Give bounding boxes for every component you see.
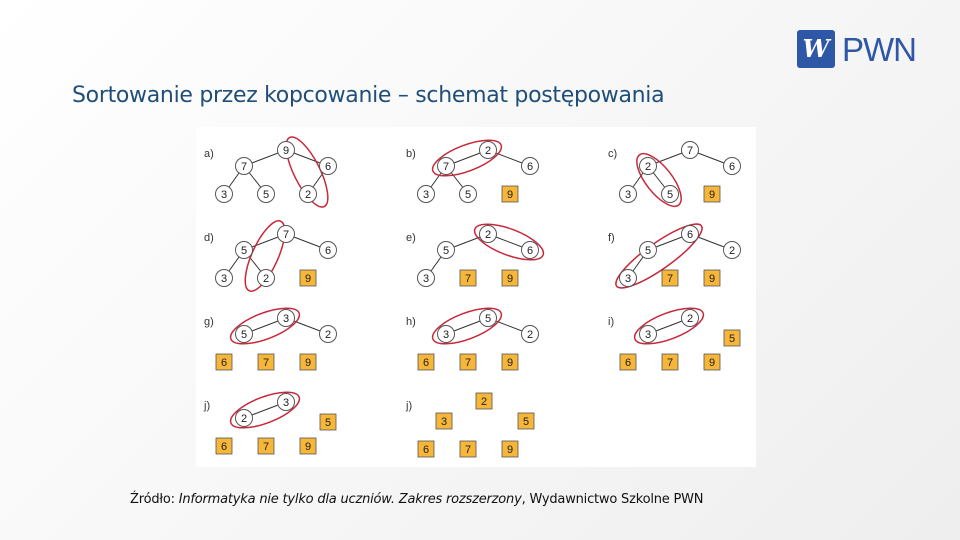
node-value: 9 bbox=[506, 189, 514, 201]
node-value: 6 bbox=[526, 245, 534, 257]
node-value: 2 bbox=[484, 145, 492, 157]
source-publisher: , Wydawnictwo Szkolne PWN bbox=[521, 492, 704, 507]
node-value: 3 bbox=[422, 189, 430, 201]
node-value: 7 bbox=[240, 161, 248, 173]
node-value: 7 bbox=[464, 357, 472, 369]
pwn-logo-mark-icon bbox=[797, 30, 835, 68]
node-value: 6 bbox=[526, 161, 534, 173]
node-value: 3 bbox=[624, 189, 632, 201]
node-value: 6 bbox=[728, 161, 736, 173]
node-value: 9 bbox=[304, 273, 312, 285]
heap-sort-figure bbox=[196, 127, 756, 467]
node-value: 2 bbox=[304, 189, 312, 201]
node-value: 7 bbox=[686, 145, 694, 157]
node-value: 9 bbox=[506, 273, 514, 285]
node-value: 5 bbox=[522, 416, 530, 428]
node-value: 2 bbox=[262, 273, 270, 285]
node-value: 5 bbox=[240, 245, 248, 257]
node-value: 7 bbox=[262, 357, 270, 369]
node-value: 3 bbox=[440, 416, 448, 428]
node-value: 2 bbox=[526, 329, 534, 341]
panel-label: e) bbox=[406, 232, 416, 244]
node-value: 3 bbox=[624, 273, 632, 285]
panel-label: j) bbox=[406, 400, 413, 412]
node-value: 2 bbox=[484, 229, 492, 241]
node-value: 3 bbox=[442, 329, 450, 341]
node-value: 7 bbox=[262, 441, 270, 453]
node-value: 7 bbox=[666, 357, 674, 369]
panel-label: j) bbox=[204, 400, 211, 412]
node-value: 7 bbox=[666, 273, 674, 285]
node-value: 5 bbox=[644, 245, 652, 257]
node-value: 2 bbox=[240, 413, 248, 425]
node-value: 9 bbox=[506, 357, 514, 369]
node-value: 7 bbox=[282, 229, 290, 241]
pwn-logo-text: PWN bbox=[842, 31, 916, 68]
node-value: 2 bbox=[324, 329, 332, 341]
node-value: 9 bbox=[708, 273, 716, 285]
pwn-logo bbox=[797, 30, 925, 70]
panel-label: d) bbox=[204, 232, 214, 244]
node-value: 5 bbox=[484, 313, 492, 325]
node-value: 6 bbox=[220, 357, 228, 369]
node-value: 6 bbox=[686, 229, 694, 241]
node-value: 5 bbox=[324, 417, 332, 429]
node-value: 3 bbox=[644, 329, 652, 341]
node-value: 9 bbox=[708, 357, 716, 369]
node-value: 2 bbox=[686, 313, 694, 325]
panel-label: a) bbox=[204, 148, 214, 160]
node-value: 3 bbox=[282, 397, 290, 409]
node-value: 5 bbox=[262, 189, 270, 201]
source-caption bbox=[130, 492, 830, 507]
node-value: 9 bbox=[708, 189, 716, 201]
node-value: 9 bbox=[282, 145, 290, 157]
node-value: 9 bbox=[506, 444, 514, 456]
node-value: 5 bbox=[464, 189, 472, 201]
node-value: 7 bbox=[464, 444, 472, 456]
node-value: 7 bbox=[464, 273, 472, 285]
node-value: 9 bbox=[304, 441, 312, 453]
logo-mark-glyph: W bbox=[802, 34, 830, 63]
source-book-title: Informatyka nie tylko dla uczniów. Zakres rozszerzony bbox=[178, 492, 522, 507]
panel-label: h) bbox=[406, 316, 416, 328]
panel-label: i) bbox=[608, 316, 615, 328]
node-value: 5 bbox=[728, 333, 736, 345]
node-value: 5 bbox=[240, 329, 248, 341]
node-value: 2 bbox=[728, 245, 736, 257]
node-value: 2 bbox=[480, 396, 488, 408]
node-value: 6 bbox=[324, 161, 332, 173]
panel-label: c) bbox=[608, 148, 618, 160]
node-value: 6 bbox=[422, 444, 430, 456]
panel-label: g) bbox=[204, 316, 214, 328]
node-value: 6 bbox=[422, 357, 430, 369]
heap-sort-diagram bbox=[196, 127, 756, 467]
node-value: 5 bbox=[442, 245, 450, 257]
node-value: 6 bbox=[624, 357, 632, 369]
node-value: 6 bbox=[220, 441, 228, 453]
node-value: 6 bbox=[324, 245, 332, 257]
panel-label: b) bbox=[406, 148, 416, 160]
slide-title: Sortowanie przez kopcowanie – schemat postępowania bbox=[72, 83, 665, 108]
node-value: 3 bbox=[220, 273, 228, 285]
panel-label: f) bbox=[608, 232, 615, 244]
node-value: 3 bbox=[220, 189, 228, 201]
node-value: 2 bbox=[644, 161, 652, 173]
node-value: 3 bbox=[282, 313, 290, 325]
node-value: 5 bbox=[666, 189, 674, 201]
node-value: 7 bbox=[442, 161, 450, 173]
source-prefix: Źródło: bbox=[130, 492, 179, 507]
node-value: 3 bbox=[422, 273, 430, 285]
node-value: 9 bbox=[304, 357, 312, 369]
